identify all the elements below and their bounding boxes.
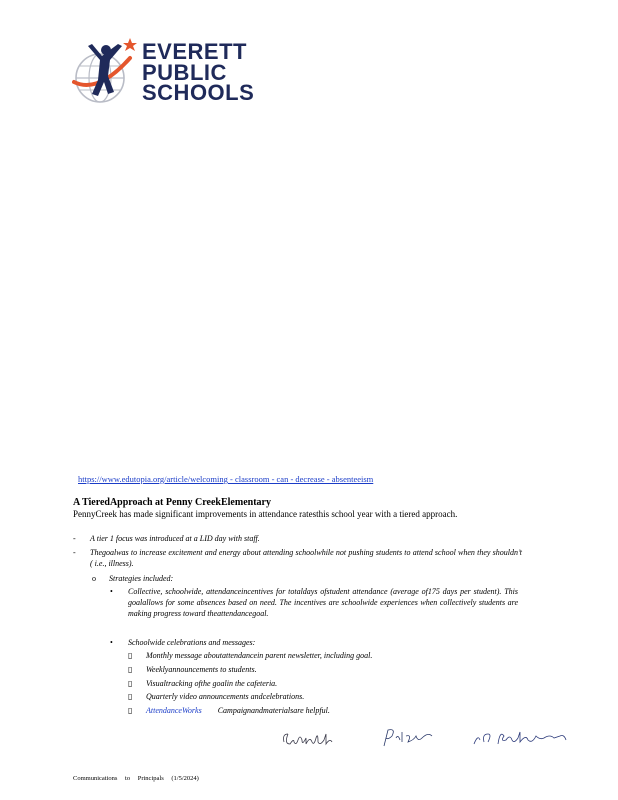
district-name: [142, 39, 255, 105]
signature-3: [470, 726, 570, 750]
checkbox-bullet-icon: ▯: [128, 692, 133, 701]
message-item: Weeklyannouncements to students.: [146, 665, 257, 674]
district-logo: [72, 36, 262, 112]
message-item: Quarterly video announcements andcelebrations.: [146, 692, 305, 701]
message-item: [146, 705, 330, 716]
dash-bullet: -: [73, 548, 76, 557]
circle-bullet-icon: o: [92, 574, 96, 583]
strategies-label: Strategies included:: [109, 574, 174, 583]
logo-line-3: SCHOOLS: [142, 80, 255, 105]
checkbox-bullet-icon: ▯: [128, 706, 133, 715]
checkbox-bullet-icon: ▯: [128, 665, 133, 674]
checkbox-bullet-icon: ▯: [128, 651, 133, 660]
goal-bullet-text: Thegoalwas to increase excitement and energy about attending schoolwhile not pushing students to attend school when they shouldn’t ( i.e., illness).: [90, 548, 522, 568]
logo-line-2: PUBLIC: [142, 59, 227, 85]
signature-2: [378, 726, 438, 750]
footer-note: Communications to Principals (1/5/2024): [73, 775, 199, 782]
edutopia-article-link[interactable]: https://www.edutopia.org/article/welcoming - classroom - can - decrease - absenteeism: [78, 474, 374, 484]
tier-bullet-text: A tier 1 focus was introduced at a LID day with staff.: [90, 534, 260, 543]
message-item: Monthly message aboutattendancein parent newsletter, including goal.: [146, 651, 373, 660]
checkbox-bullet-icon: ▯: [128, 679, 133, 688]
globe-figure-icon: [72, 36, 142, 112]
dash-bullet: -: [73, 534, 76, 543]
dot-bullet-icon: •: [110, 587, 113, 596]
celebrations-label: Schoolwide celebrations and messages:: [128, 638, 256, 647]
dot-bullet-icon: •: [110, 638, 113, 647]
attendance-works-rest: Campaignandmaterialsare helpful.: [217, 706, 330, 715]
section-heading: A TieredApproach at Penny CreekElementary: [73, 497, 271, 508]
logo-line-1: EVERETT: [142, 39, 247, 64]
intro-paragraph: PennyCreek has made significant improvements in attendance ratesthis school year with a tiered approach.: [73, 509, 458, 519]
attendance-works-link[interactable]: AttendanceWorks: [146, 706, 202, 715]
collective-incentives-text: Collective, schoolwide, attendanceincentives for totaldays ofstudent attendance (average of175 days per student). This goalallows for some absences based on need. The incentives are schoolwide experiences when collectively students are making progress toward theattendancegoal.: [128, 587, 518, 618]
signature-1: [280, 728, 340, 750]
message-item: Visualtracking ofthe goalin the cafeteria.: [146, 679, 278, 688]
